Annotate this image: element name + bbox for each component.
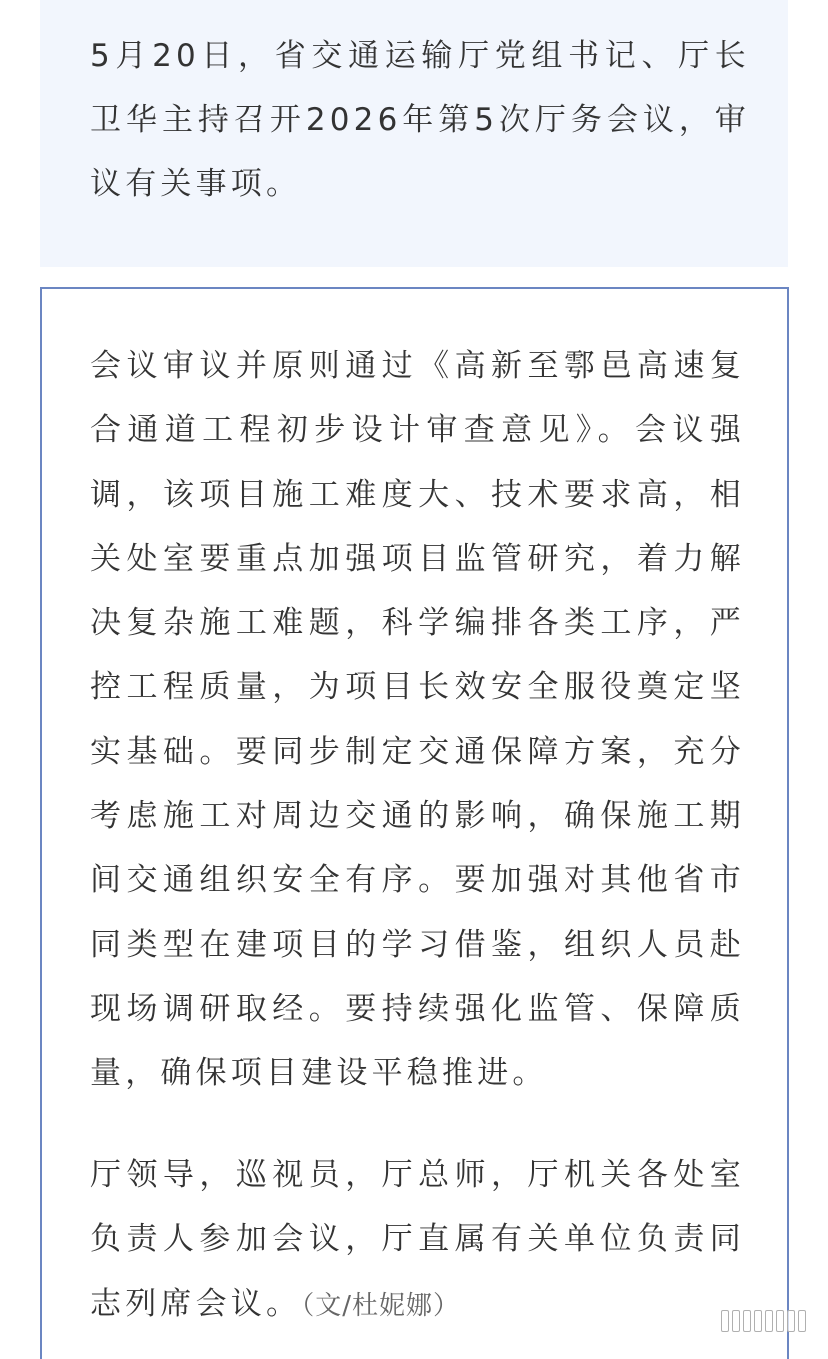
author-credit: （文/杜妮娜） — [301, 1290, 460, 1321]
article-box — [40, 287, 789, 1359]
article-paragraph-2 — [90, 1143, 745, 1338]
watermark-icon — [666, 1306, 806, 1336]
article-paragraph-1: 会议审议并原则通过《高新至鄠邑高速复合通道工程初步设计审查意见》。会议强调，该项目施工难度大、技术要求高，相关处室要重点加强项目监管研究，着力解决复杂施工难题，科学编排各类工序，严控工程质量，为项目长效安全服役奠定坚实基础。要同步制定交通保障方案，充分考虑施工对周边交通的影响，确保施工期间交通组织安全有序。要加强对其他省市同类型在建项目的学习借鉴，组织人员赴现场调研取经。要持续强化监管、保障质量，确保项目建设平稳推进。 — [90, 348, 745, 1092]
article-paragraph-2-text: 厅领导，巡视员，厅总师，厅机关各处室负责人参加会议，厅直属有关单位负责同志列席会议。 — [90, 1157, 745, 1322]
summary-text: 5月20日，省交通运输厅党组书记、厅长卫华主持召开2026年第5次厅务会议，审议有关事项。 — [90, 38, 750, 202]
summary-box — [40, 0, 788, 267]
